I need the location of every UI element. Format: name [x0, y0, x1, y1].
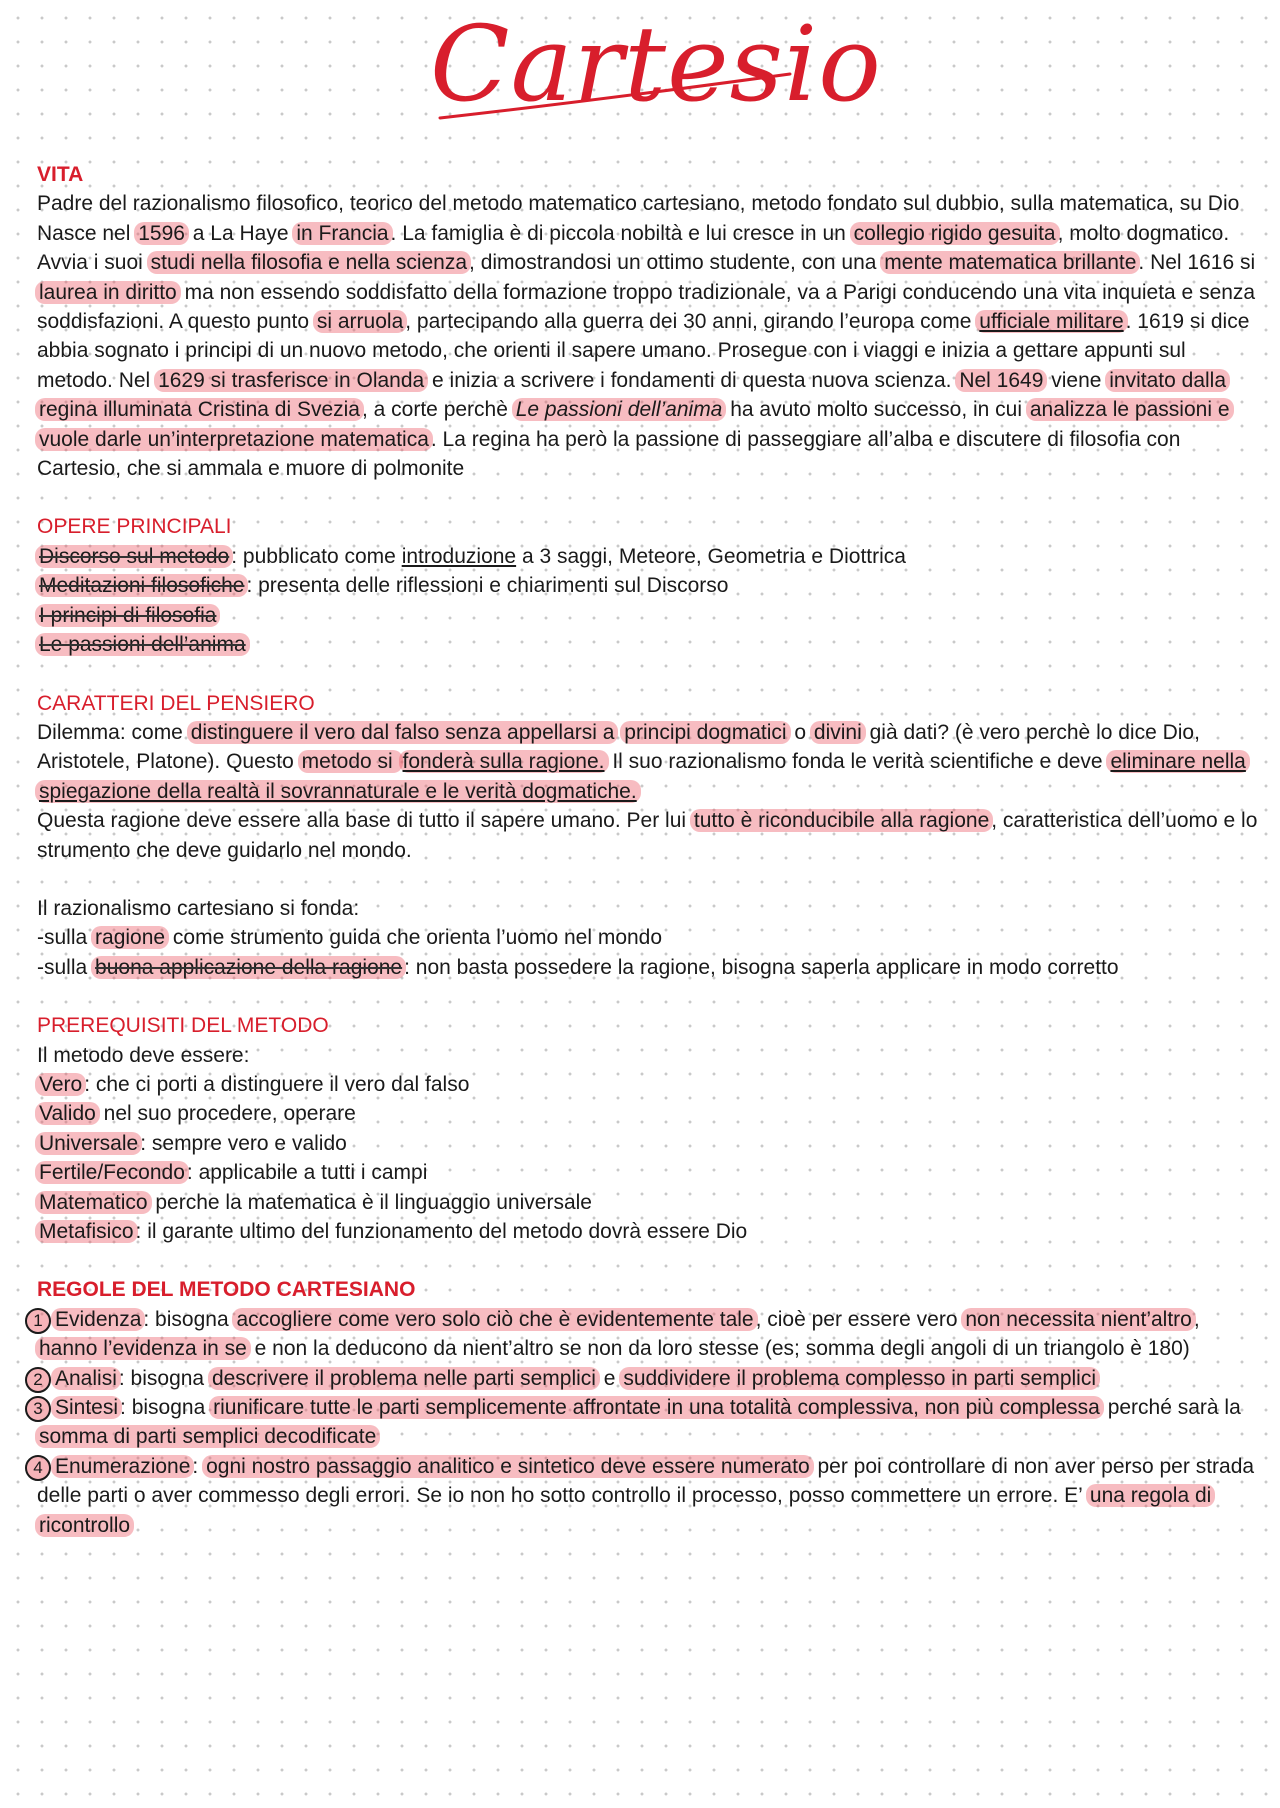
list-item: Matematico perche la matematica è il linguaggio universale	[37, 1188, 1262, 1217]
section-heading-prerequisiti: PREREQUISITI DEL METODO	[37, 1014, 329, 1038]
caratteri-dilemma: Dilemma: come distinguere il vero dal falso senza appellarsi a principi dogmatici o divini già dati? (è vero perchè lo dice Dio, Aristotele, Platone). Questo metodo si fonderà sulla ragione. Il suo razionalismo fonda le verità scientifiche e deve eliminare nella spiegazione della realtà il sovrannaturale e le verità dogmatiche.	[37, 718, 1262, 806]
notes-content	[33, 160, 1262, 1569]
list-item: -sulla buona applicazione della ragione: non basta possedere la ragione, bisogna saperla applicare in modo corretto	[37, 955, 1119, 979]
list-item: Metafisico: il garante ultimo del funzionamento del metodo dovrà essere Dio	[37, 1217, 1262, 1246]
list-item: -sulla ragione come strumento guida che orienta l’uomo nel mondo	[37, 926, 663, 950]
list-item: 4 Enumerazione: ogni nostro passaggio analitico e sintetico deve essere numerato per poi controllare di non aver perso per strada delle parti o aver commesso degli errori. Se io non ho sotto controllo il processo, posso commettere un errore. E’ una regola di ricontrollo	[37, 1452, 1262, 1540]
section-vita	[37, 160, 1262, 483]
section-prerequisiti	[37, 1011, 1262, 1246]
list-item: Fertile/Fecondo: applicabile a tutti i campi	[37, 1158, 1262, 1187]
section-regole	[33, 1275, 1262, 1540]
list-item: 2 Analisi: bisogna descrivere il problema nelle parti semplici e suddividere il problema complesso in parti semplici	[37, 1364, 1262, 1393]
rule-number-badge: 4	[25, 1455, 51, 1481]
vita-biography: Nasce nel 1596 a La Haye in Francia. La famiglia è di piccola nobiltà e lui cresce in un collegio rigido gesuita, molto dogmatico. Avvia i suoi studi nella filosofia e nella scienza, dimostrandosi un ottimo studente, con una mente matematica brillante. Nel 1616 si laurea in diritto ma non essendo soddisfatto della formazione troppo tradizionale, va a Parigi conducendo una vita inquieta e senza soddisfazioni. A questo punto si arruola, partecipando alla guerra dei 30 anni, girando l’europa come ufficiale militare. 1619 si dice abbia sognato i principi di un nuovo metodo, che orienti il sapere umano. Prosegue con i viaggi e inizia a gettare appunti sul metodo. Nel 1629 si trasferisce in Olanda e inizia a scrivere i fondamenti di questa nuova scienza. Nel 1649 viene invitato dalla regina illuminata Cristina di Svezia, a corte perchè Le passioni dell’anima ha avuto molto successo, in cui analizza le passioni e vuole darle un’interpretazione matematica. La regina ha però la passione di passeggiare all’alba e discutere di filosofia con Cartesio, che si ammala e muore di polmonite	[37, 221, 1256, 481]
list-item: 1 Evidenza: bisogna accogliere come vero solo ciò che è evidentemente tale, cioè per essere vero non necessita nient’altro, hanno l’evidenza in se e non la deducono da nient’altro se non da loro stesse (es; somma degli angoli di un triangolo è 180)	[37, 1305, 1262, 1364]
list-item: Vero: che ci porti a distinguere il vero dal falso	[37, 1070, 1262, 1099]
section-heading-regole: REGOLE DEL METODO CARTESIANO	[37, 1278, 416, 1302]
section-heading-opere: OPERE PRINCIPALI	[37, 515, 232, 539]
list-item: Discorso sul metodo: pubblicato come introduzione a 3 saggi, Meteore, Geometria e Diottrica	[37, 542, 1262, 571]
list-item: Valido nel suo procedere, operare	[37, 1099, 1262, 1128]
rule-number-badge: 2	[25, 1367, 51, 1393]
rule-number-badge: 3	[25, 1396, 51, 1422]
prerequisiti-intro: Il metodo deve essere:	[37, 1043, 250, 1067]
list-item: Meditazioni filosofiche: presenta delle riflessioni e chiarimenti sul Discorso	[37, 571, 1262, 600]
rule-number-badge: 1	[25, 1308, 51, 1334]
caratteri-ragione: Questa ragione deve essere alla base di tutto il sapere umano. Per lui tutto è riconducibile alla ragione, caratteristica dell’uomo e lo strumento che deve guidarlo nel mondo.	[37, 809, 1258, 862]
page-title: Cartesio	[430, 3, 882, 125]
list-item: Le passioni dell’anima	[37, 630, 1262, 659]
spacer	[37, 865, 1262, 894]
section-opere	[37, 512, 1262, 659]
list-item: Universale: sempre vero e valido	[37, 1129, 1262, 1158]
vita-intro: Padre del razionalismo filosofico, teorico del metodo matematico cartesiano, metodo fondato sul dubbio, sulla matematica, su Dio	[37, 192, 1240, 216]
list-item: I principi di filosofia	[37, 601, 1262, 630]
title-area	[0, 0, 1280, 150]
section-heading-vita: VITA	[37, 163, 84, 186]
list-item: 3 Sintesi: bisogna riunificare tutte le parti semplicemente affrontate in una totalità complessiva, non più complessa perché sarà la somma di parti semplici decodificate	[37, 1393, 1262, 1452]
caratteri-fondamento: Il razionalismo cartesiano si fonda:	[37, 896, 360, 920]
section-caratteri	[37, 689, 1262, 983]
section-heading-caratteri: CARATTERI DEL PENSIERO	[37, 691, 315, 715]
